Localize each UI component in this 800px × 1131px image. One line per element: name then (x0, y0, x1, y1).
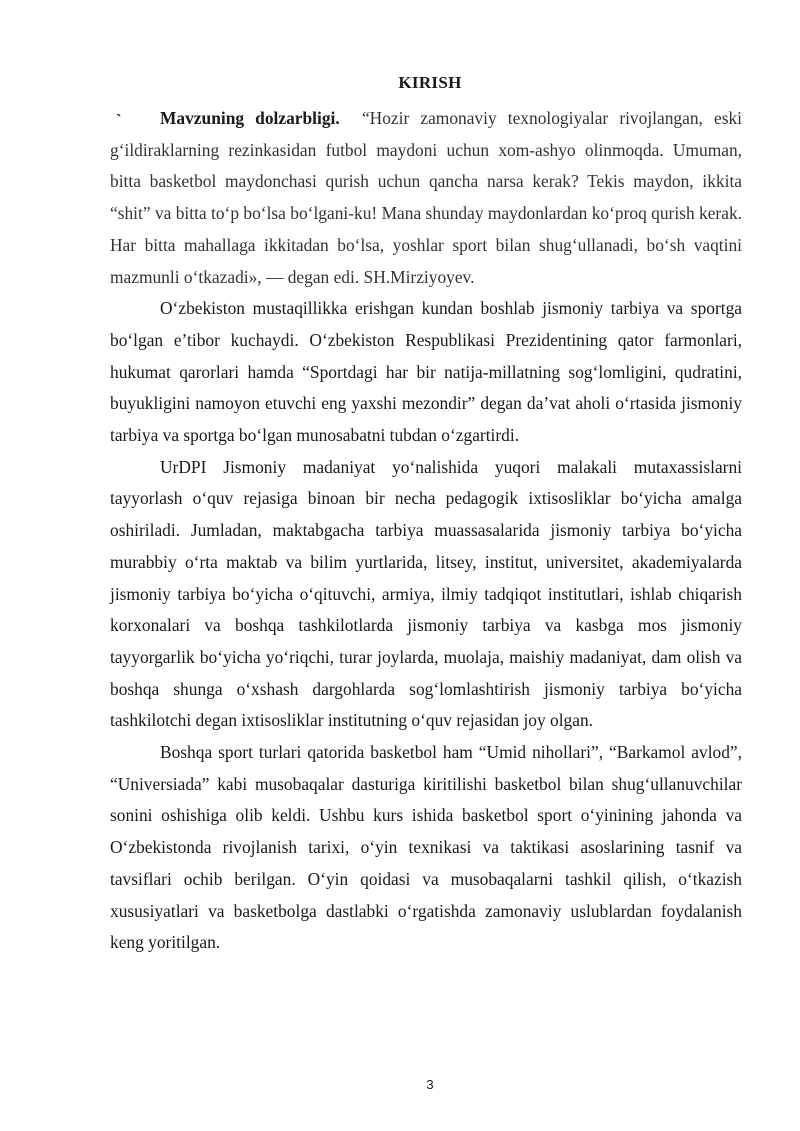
paragraph-relevance (110, 103, 742, 293)
stray-mark: ` (116, 111, 122, 130)
paragraph-independence: O‘zbekiston mustaqillikka erishgan kundan boshlab jismoniy tarbiya va sportga bo‘lgan e’tibor kuchaydi. O‘zbekiston Respublikasi Prezidentining qator farmonlari, hukumat qarorlari hamda “Sportdagi har bir natija-millatning sog‘lomligini, qudratini, buyukligini namoyon etuvchi eng yaxshi mezondir” degan da’vat aholi o‘rtasida jismoniy tarbiya va sportga bo‘lgan munosabatni tubdan o‘zgartirdi. (110, 298, 742, 446)
paragraph-specialties: UrDPI Jismoniy madaniyat yo‘nalishida yuqori malakali mutaxassislarni tayyorlash o‘quv rejasiga binoan bir necha pedagogik ixtisosliklar bo‘yicha amalga oshiriladi. Jumladan, maktabgacha tarbiya muassasalarida jismoniy tarbiya bo‘yicha murabbiy o‘rta maktab va bilim yurtlarida, litsey, institut, universitet, akademiyalarda jismoniy tarbiya bo‘yicha o‘qituvchi, armiya, ilmiy tadqiqot institutlari, ishlab chiqarish korxonalari va boshqa tashkilotlarda jismoniy tarbiya va kasbga mos jismoniy tayyorgarlik bo‘yicha yo‘riqchi, turar joylarda, muolaja, maishiy madaniyat, dam olish va boshqa shunga o‘xshash dargohlarda sog‘lomlashtirish jismoniy tarbiya bo‘yicha tashkilotchi degan ixtisosliklar institutning o‘quv rejasidan joy olgan. (110, 456, 742, 731)
paragraph-basketball: Boshqa sport turlari qatorida basketbol ham “Umid nihollari”, “Barkamol avlod”, “Universiada” kabi musobaqalar dasturiga kiritilishi basketbol bilan shug‘ullanuvchilar sonini oshishiga olib keldi. Ushbu kurs ishida basketbol sport o‘yinining jahonda va O‘zbekistonda rivojlanish tarixi, o‘yin texnikasi va taktikasi asoslarining tasnif va tavsiflari ochib berilgan. O‘yin qoidasi va musobaqalarni tashkil qilish, o‘tkazish xususiyatlari va basketbolga dastlabki o‘rgatishda zamonaviy uslublardan foydalanish keng yoritilgan. (110, 742, 742, 953)
section-heading: Mavzuning dolzarbligi. (160, 108, 340, 128)
page-number: 3 (426, 1077, 434, 1092)
paragraph-text: “Hozir zamonaviy texnologiyalar rivojlangan, eski g‘ildiraklarning rezinkasidan futbol maydoni uchun xom-ashyo olinmoqda. Umuman, bitta basketbol maydonchasi qurish uchun qancha narsa kerak? Tekis maydon, ikkita “shit” va bitta to‘p bo‘lsa bo‘lgani-ku! Mana shunday maydonlardan ko‘proq qurish kerak. Har bitta mahallaga ikkitadan bo‘lsa, yoshlar sport bilan shug‘ullanadi, bo‘sh vaqtini mazmunli o‘tkazadi», — degan edi. SH.Mirziyoyev. (110, 108, 742, 287)
document-body (110, 103, 742, 959)
page-title: KIRISH (398, 73, 462, 92)
